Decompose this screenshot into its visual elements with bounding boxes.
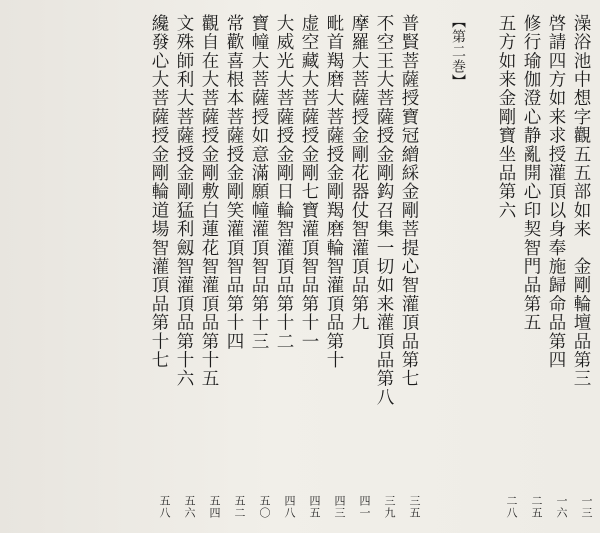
toc-entry-title: 毗首羯磨大菩薩授金剛羯磨輪智灌頂品第十 bbox=[324, 14, 344, 370]
toc-entry bbox=[347, 14, 372, 519]
toc-entry-title: 澡浴池中想字觀五五部如来 金剛輪壇品第三 bbox=[571, 14, 591, 388]
toc-entry bbox=[147, 14, 172, 519]
toc-entry-title: 纔發心大菩薩授金剛輪道場智灌頂品第十七 bbox=[149, 14, 169, 370]
toc-entry bbox=[222, 14, 247, 519]
toc-entry-title: 常歡喜根本菩薩授金剛笑灌頂智品第十四 bbox=[224, 14, 244, 351]
toc-entry bbox=[397, 14, 422, 519]
toc-entry-page: 五二 bbox=[233, 495, 246, 519]
toc-entry-page: 四五 bbox=[308, 495, 321, 519]
toc-entry bbox=[569, 14, 594, 519]
toc-entry-page: 五四 bbox=[208, 495, 221, 519]
toc-entry bbox=[322, 14, 347, 519]
toc-entry-page: 五八 bbox=[158, 495, 171, 519]
toc-entry-page: 一三 bbox=[580, 495, 593, 519]
toc-entry-title: 文殊師利大菩薩授金剛猛利劔智灌頂品第十六 bbox=[174, 14, 194, 388]
toc-entry-page: 四八 bbox=[283, 495, 296, 519]
toc-entry-page: 三五 bbox=[408, 495, 421, 519]
toc-entry-title: 寶幢大菩薩授如意滿願幢灌頂智品第十三 bbox=[249, 14, 269, 351]
toc-entry bbox=[172, 14, 197, 519]
toc-entry bbox=[297, 14, 322, 519]
volume-label: 【第二巻】 bbox=[450, 14, 466, 89]
toc-entry-title: 虚空藏大菩薩授金剛七寶灌頂智品第十一 bbox=[299, 14, 319, 351]
toc-entry-page: 四一 bbox=[358, 495, 371, 519]
toc-entry-title: 啓請四方如来求授灌頂以身奉施歸命品第四 bbox=[546, 14, 566, 370]
toc-entry bbox=[272, 14, 297, 519]
toc-entry bbox=[519, 14, 544, 519]
toc-entry-title: 普賢菩薩授寶冠繒綵金剛菩提心智灌頂品第七 bbox=[399, 14, 419, 388]
toc-entry bbox=[494, 14, 519, 519]
toc-entry-title: 大威光大菩薩授金剛日輪智灌頂品第十二 bbox=[274, 14, 294, 351]
toc-entry-title: 不空王大菩薩授金剛鈎召集一切如来灌頂品第八 bbox=[374, 14, 394, 407]
toc-entry bbox=[372, 14, 397, 519]
section-gap bbox=[422, 14, 448, 519]
toc-entry-page: 一六 bbox=[555, 495, 568, 519]
toc-entry-title: 五方如来金剛寶坐品第六 bbox=[496, 14, 516, 220]
toc-entry-title: 摩羅大菩薩授金剛花器仗智灌頂品第九 bbox=[349, 14, 369, 332]
toc-entry-page: 二八 bbox=[505, 495, 518, 519]
toc-entry bbox=[247, 14, 272, 519]
toc-entry-page: 五〇 bbox=[258, 495, 271, 519]
toc-entry-page: 五六 bbox=[183, 495, 196, 519]
section-gap bbox=[468, 14, 494, 519]
volume-heading bbox=[448, 14, 468, 519]
toc-entry-page: 三九 bbox=[383, 495, 396, 519]
toc-entry bbox=[197, 14, 222, 519]
toc-entry-page: 二五 bbox=[530, 495, 543, 519]
table-of-contents bbox=[147, 14, 594, 519]
toc-entry-title: 修行瑜伽澄心静亂開心印契智門品第五 bbox=[521, 14, 541, 332]
toc-entry bbox=[544, 14, 569, 519]
toc-entry-page: 四三 bbox=[333, 495, 346, 519]
toc-entry-title: 觀自在大菩薩授金剛敷白蓮花智灌頂品第十五 bbox=[199, 14, 219, 388]
